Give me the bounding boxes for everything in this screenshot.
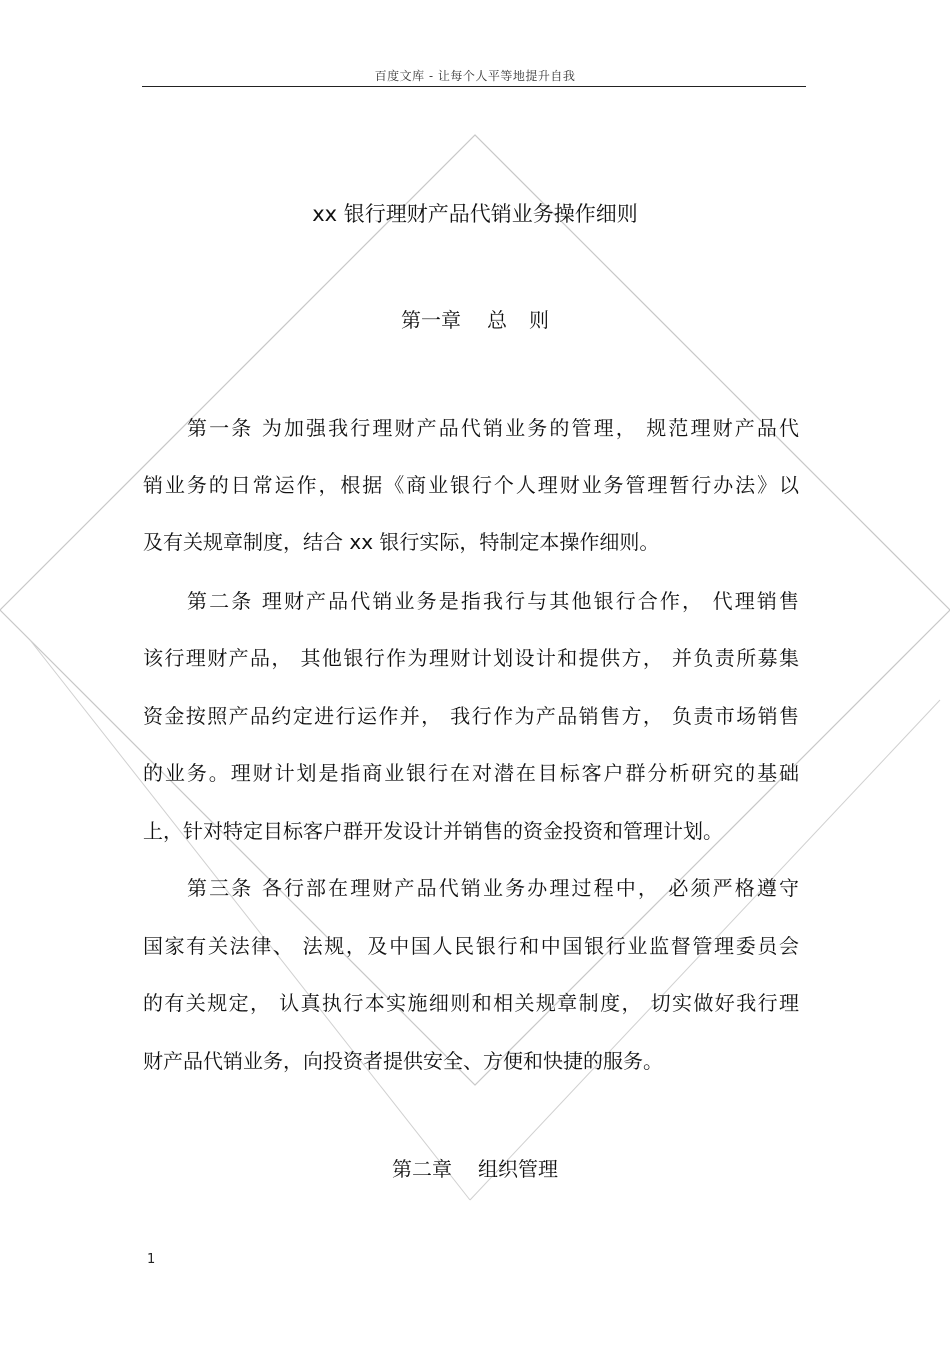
- article-2-line-5: 上，针对特定目标客户群开发设计并销售的资金投资和管理计划。: [143, 819, 723, 843]
- page-header: 百度文库 - 让每个人平等地提升自我: [374, 69, 576, 83]
- page-number: 1: [147, 1252, 156, 1267]
- article-2-line-4: 的业务。理财计划是指商业银行在对潜在目标客户群分析研究的基础: [143, 761, 799, 785]
- header-divider: [142, 86, 806, 87]
- article-1-line-2: 销业务的日常运作，根据《商业银行个人理财业务管理暂行办法》以: [143, 473, 799, 497]
- chapter-2-number: 第二章: [392, 1157, 452, 1181]
- article-3-line-3: 的有关规定， 认真执行本实施细则和相关规章制度， 切实做好我行理: [143, 991, 799, 1015]
- article-1-line-3: 及有关规章制度，结合 xx 银行实际，特制定本操作细则。: [143, 530, 660, 554]
- document-title: xx 银行理财产品代销业务操作细则: [312, 202, 638, 226]
- article-2-line-1: 第二条 理财产品代销业务是指我行与其他银行合作， 代理销售: [187, 589, 799, 613]
- chapter-1-heading: [0, 306, 950, 334]
- article-2-line-3: 资金按照产品约定进行运作并， 我行作为产品销售方， 负责市场销售: [143, 704, 799, 728]
- chapter-1-number: 第一章: [401, 308, 461, 332]
- chapter-1-name-part2: 则: [529, 308, 549, 332]
- chapter-2-heading: [0, 1155, 950, 1183]
- article-3-line-2: 国家有关法律、 法规，及中国人民银行和中国银行业监督管理委员会: [143, 934, 799, 958]
- article-1-line-1: 第一条 为加强我行理财产品代销业务的管理， 规范理财产品代: [187, 416, 799, 440]
- chapter-1-name-part1: 总: [487, 308, 507, 332]
- article-2-line-2: 该行理财产品， 其他银行作为理财计划设计和提供方， 并负责所募集: [143, 646, 799, 670]
- article-3-line-4: 财产品代销业务，向投资者提供安全、方便和快捷的服务。: [143, 1049, 663, 1073]
- chapter-2-name: 组织管理: [478, 1157, 558, 1181]
- article-3-line-1: 第三条 各行部在理财产品代销业务办理过程中， 必须严格遵守: [187, 876, 799, 900]
